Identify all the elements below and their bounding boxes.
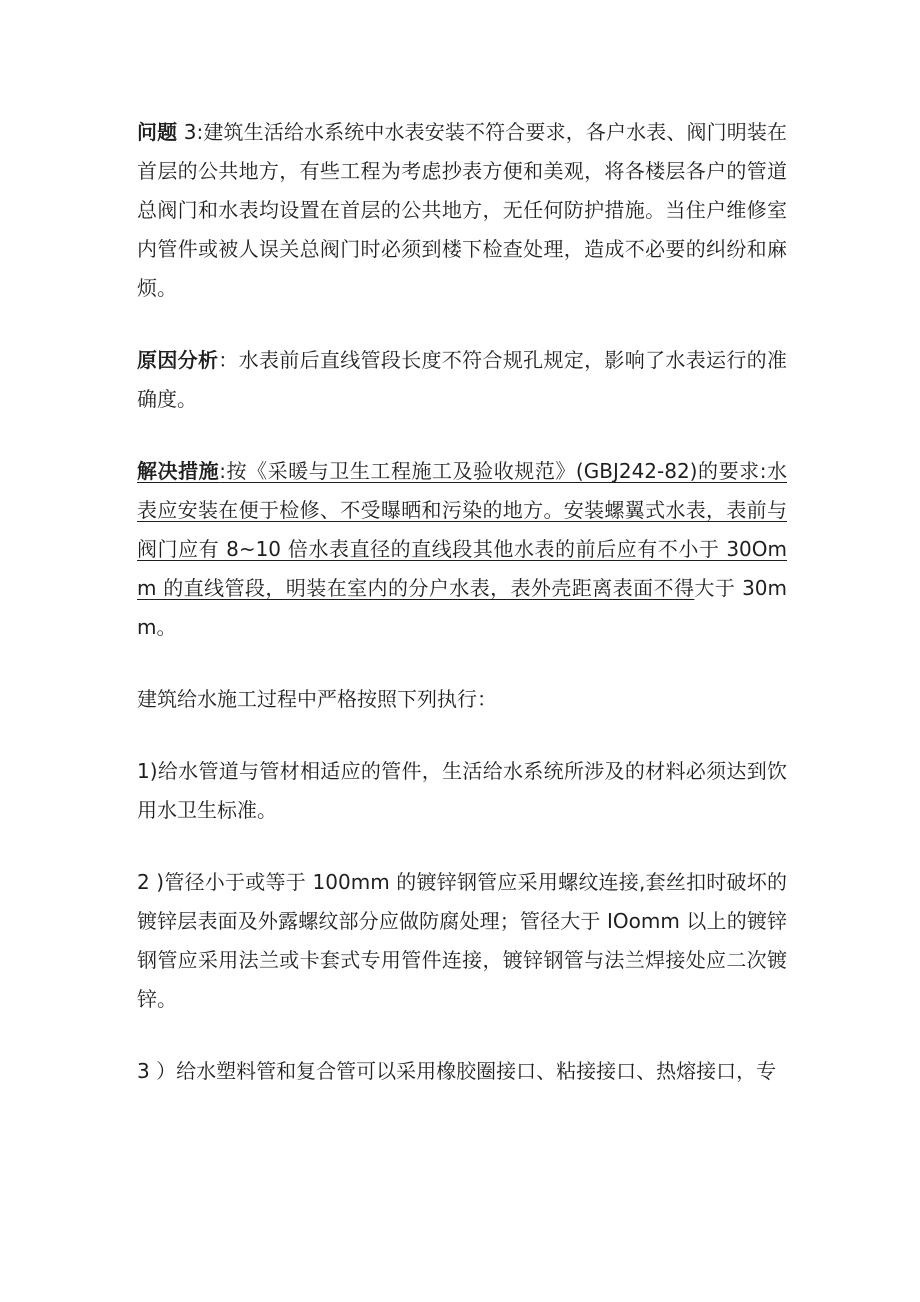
problem-text: 3:建筑生活给水系统中水表安装不符合要求，各户水表、阀门明装在首层的公共地方，有些工程为考虑抄表方便和美观，将各楼层各户的管道总阀门和水表均设置在首层的公共地方，无任何防护措施。当住户维修室内管件或被人误关总阀门时必须到楼下检查处理，造成不必要的纠纷和麻烦。 [137,120,787,300]
solution-underlined-block [137,459,787,600]
paragraph-item-1 [137,752,787,830]
solution-label: 解决措施 [137,459,220,483]
item-2-text: 2 )管径小于或等于 100mm 的镀锌钢管应采用螺纹连接,套丝扣时破坏的镀锌层表面及外露螺纹部分应做防腐处理；管径大于 IOomm 以上的镀锌钢管应采用法兰或卡套式专用管件连接，镀锌钢管与法兰焊接处应二次镀锌。 [137,870,787,1011]
solution-text-tail: 大于 30mm。 [137,576,787,639]
paragraph-intro-list [137,680,787,719]
document-body [137,113,787,1124]
solution-text-underlined: :按《采暖与卫生工程施工及验收规范》(GBJ242-82)的要求:水表应安装在便于检修、不受曝晒和污染的地方。安装螺翼式水表，表前与阀门应有 8~10 倍水表直径的直线段其他水表的前后应有不小于 30Omm 的直线管段，明装在室内的分户水表，表外壳距离表面不得 [137,459,787,600]
problem-label: 问题 [137,120,178,144]
intro-list-text: 建筑给水施工过程中严格按照下列执行： [137,687,497,711]
paragraph-solution [137,452,787,647]
paragraph-item-3 [137,1052,787,1091]
cause-analysis-label: 原因分析 [137,348,219,372]
paragraph-cause-analysis [137,341,787,419]
item-3-text: 3 ）给水塑料管和复合管可以采用橡胶圈接口、粘接接口、热熔接口，专 [137,1059,777,1083]
item-1-text: 1)给水管道与管材相适应的管件，生活给水系统所涉及的材料必须达到饮用水卫生标准。 [137,759,787,822]
paragraph-problem-3 [137,113,787,308]
paragraph-item-2 [137,863,787,1019]
cause-analysis-text: ：水表前后直线管段长度不符合规孔规定，影响了水表运行的准确度。 [137,348,788,411]
